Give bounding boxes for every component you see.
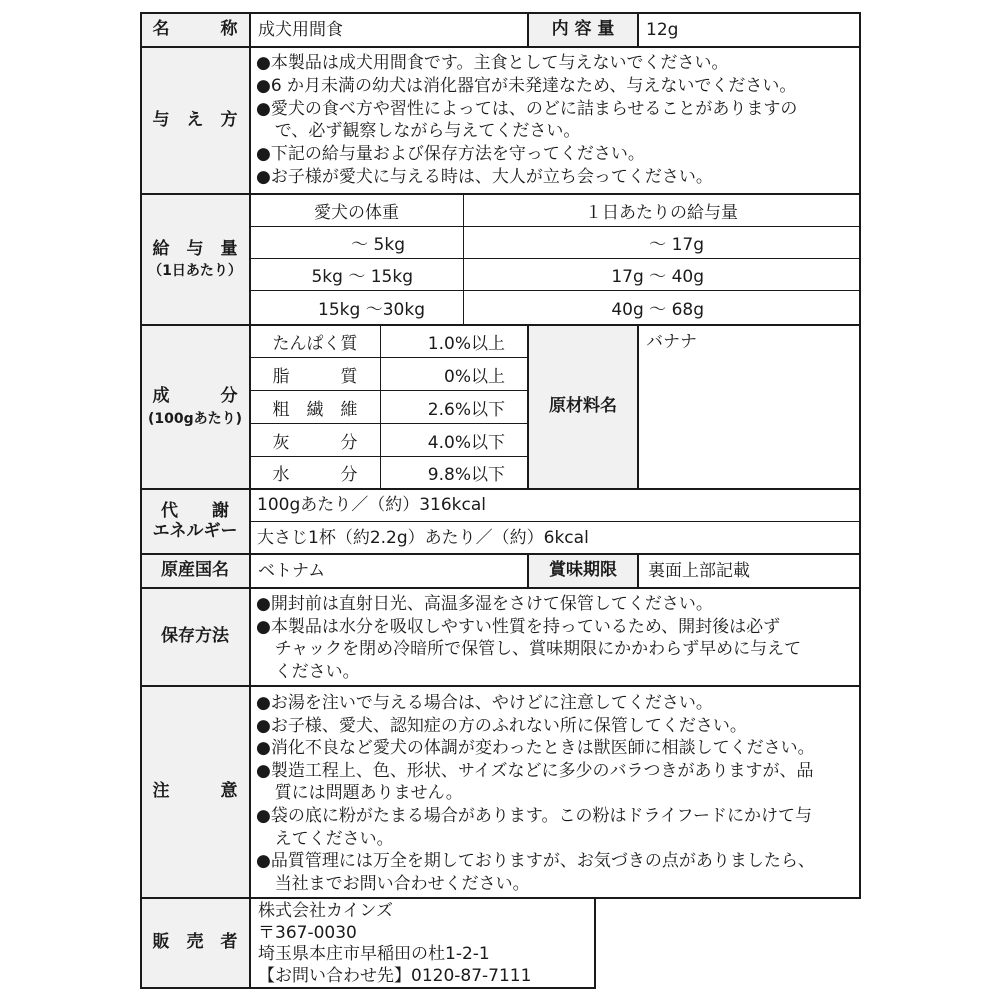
feeding-text: [256, 52, 797, 189]
storage-line: ください。: [274, 661, 360, 682]
storage-label: 保存方法: [140, 588, 250, 686]
seller-address: 埼玉県本庄市早稲田の杜1-2-1: [258, 944, 490, 964]
caution-label: 注 意: [140, 686, 250, 898]
caution-line: ●品質管理には万全を期しておりますが、お気づきの点がありましたら、: [256, 851, 815, 872]
energy-line-1: 100gあたり／（約）316kcal: [257, 495, 487, 515]
components-label: 成 分 (100gあたり): [140, 325, 250, 489]
name-label: 名 称: [140, 13, 250, 47]
feeding-label: 与 え 方: [140, 47, 250, 194]
amount-weight: 15kg ～30kg: [318, 300, 425, 320]
caution-line: えてください。: [274, 828, 394, 849]
seller-postal: 〒367-0030: [258, 922, 357, 943]
storage-line: ●本製品は水分を吸収しやすい性質を持っているため、開封後は必ず: [256, 616, 781, 637]
component-value: 2.6%以下: [427, 399, 505, 420]
component-name: たんぱく質: [272, 333, 358, 354]
caution-line: ●製造工程上、色、形状、サイズなどに多少のバラつきがありますが、品: [256, 760, 814, 781]
amount-label: 給 与 量 （1日あたり）: [140, 194, 250, 325]
amount-weight: 5kg ～ 15kg: [311, 267, 413, 287]
caution-line: ●お湯を注いで与える場合は、やけどに注意してください。: [256, 693, 713, 713]
content-label: 内 容 量: [528, 13, 638, 47]
amount-sublabel: （1日あたり）: [148, 263, 242, 280]
feeding-line: で、必ず観察しながら与えてください。: [274, 121, 581, 142]
energy-line-2: 大さじ1杯（約2.2g）あたり／（約）6kcal: [257, 528, 589, 548]
amount-value: 40g ～ 68g: [611, 300, 704, 320]
storage-line: ●開封前は直射日光、高温多湿をさけて保管してください。: [256, 594, 713, 614]
seller-text: [258, 901, 531, 987]
amount-weight: ～ 5kg: [351, 235, 405, 255]
caution-line: ●お子様、愛犬、認知症の方のふれない所に保管してください。: [256, 715, 747, 736]
feeding-line: ●下記の給与量および保存方法を守ってください。: [256, 144, 645, 165]
component-name: 脂 質: [272, 366, 358, 387]
caution-line: ●袋の底に粉がたまる場合があります。この粉はドライフードにかけて与: [256, 805, 812, 826]
feeding-line: ●6 か月未満の幼犬は消化器官が未発達なため、与えないでください。: [256, 75, 797, 96]
amount-value: 17g ～ 40g: [611, 267, 704, 287]
content-value: 12g: [646, 20, 679, 40]
component-name: 灰 分: [272, 432, 358, 453]
component-value: 9.8%以下: [427, 465, 505, 485]
caution-line: 当社までお問い合わせください。: [274, 873, 530, 894]
energy-label: 代 謝 エネルギー: [140, 489, 250, 554]
ingredients-label: 原材料名: [528, 325, 638, 489]
caution-line: 質には問題ありません。: [274, 783, 463, 804]
ingredients-value: バナナ: [646, 332, 697, 352]
storage-line: チャックを閉め冷暗所で保管し、賞味期限にかかわらず早めに与えて: [274, 639, 802, 659]
expiry-label: 賞味期限: [528, 554, 638, 588]
component-value: 1.0%以上: [427, 333, 505, 354]
feeding-line: ●本製品は成犬用間食です。主食として与えないでください。: [256, 53, 729, 73]
component-name: 粗 繊 維: [272, 399, 358, 420]
amount-header-weight: 愛犬の体重: [314, 202, 399, 223]
origin-label: 原産国名: [140, 554, 250, 588]
seller-company: 株式会社カインズ: [258, 901, 393, 921]
feeding-line: ●お子様が愛犬に与える時は、大人が立ち会ってください。: [256, 166, 713, 187]
seller-contact: 【お問い合わせ先】0120-87-7111: [258, 965, 532, 986]
expiry-value: 裏面上部記載: [648, 561, 750, 581]
amount-value: ～ 17g: [649, 235, 704, 255]
seller-label: 販 売 者: [140, 898, 250, 988]
amount-header-amount: １日あたりの給与量: [585, 202, 738, 223]
component-name: 水 分: [272, 465, 358, 485]
storage-text: [256, 593, 801, 683]
caution-text: [256, 692, 815, 895]
feeding-line: ●愛犬の食べ方や習性によっては、のどに詰まらせることがありますの: [256, 98, 798, 119]
caution-line: ●消化不良など愛犬の体調が変わったときは獣医師に相談してください。: [256, 738, 815, 759]
component-value: 0%以上: [444, 366, 505, 387]
origin-value: ベトナム: [258, 561, 326, 581]
components-sublabel: (100gあたり): [147, 410, 243, 427]
name-value: 成犬用間食: [258, 20, 343, 40]
component-value: 4.0%以下: [427, 432, 505, 453]
